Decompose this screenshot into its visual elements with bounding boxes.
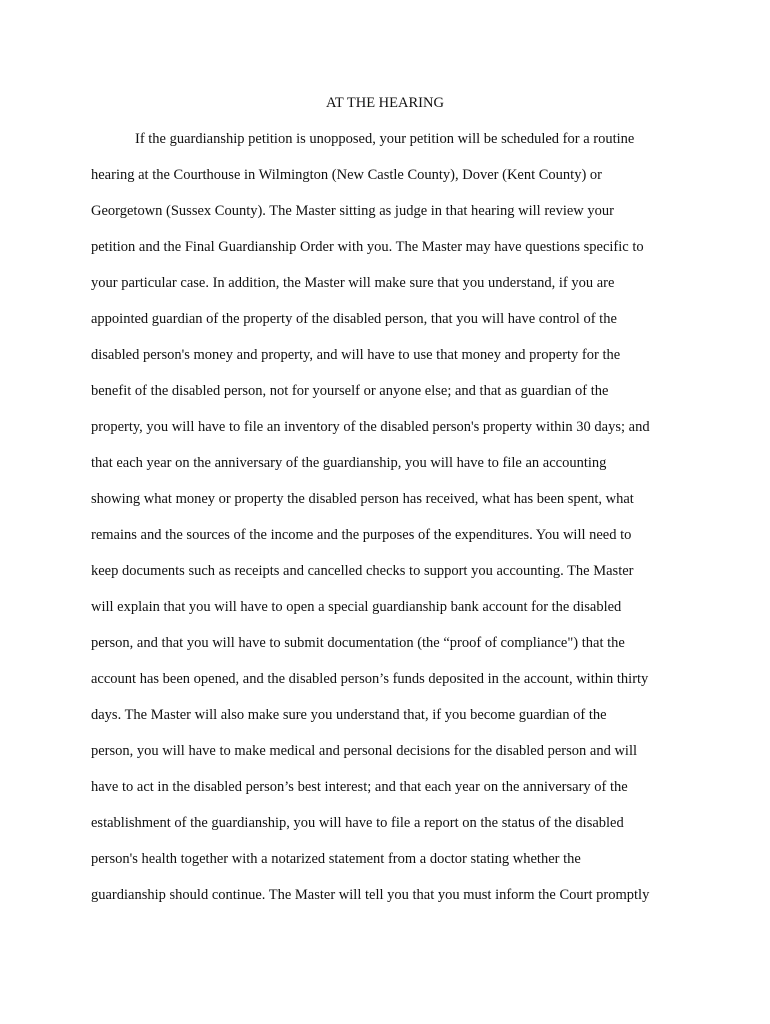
body-line: remains and the sources of the income and the purposes of the expenditures. You will need to <box>91 527 632 543</box>
body-line: establishment of the guardianship, you will have to file a report on the status of the disabled <box>91 815 624 831</box>
body-line: have to act in the disabled person’s best interest; and that each year on the anniversary of the <box>91 779 628 795</box>
body-line: guardianship should continue. The Master will tell you that you must inform the Court promptly <box>91 887 650 903</box>
body-line: will explain that you will have to open a special guardianship bank account for the disabled <box>91 599 622 615</box>
body-line: person's health together with a notarized statement from a doctor stating whether the <box>91 851 581 867</box>
body-line: account has been opened, and the disabled person’s funds deposited in the account, within thirty <box>91 671 649 687</box>
body-line: person, and that you will have to submit documentation (the “proof of compliance") that the <box>91 635 625 651</box>
body-line: your particular case. In addition, the Master will make sure that you understand, if you are <box>91 275 615 291</box>
body-line: days. The Master will also make sure you understand that, if you become guardian of the <box>91 707 607 723</box>
body-line: hearing at the Courthouse in Wilmington (New Castle County), Dover (Kent County) or <box>91 167 602 183</box>
body-line: Georgetown (Sussex County). The Master sitting as judge in that hearing will review your <box>91 203 614 219</box>
body-line: disabled person's money and property, and will have to use that money and property for the <box>91 347 621 363</box>
page-heading: AT THE HEARING <box>326 95 444 111</box>
body-line: keep documents such as receipts and cancelled checks to support you accounting. The Master <box>91 563 634 579</box>
body-line: person, you will have to make medical and personal decisions for the disabled person and will <box>91 743 638 759</box>
body-line: petition and the Final Guardianship Order with you. The Master may have questions specific to <box>91 239 644 255</box>
body-line: If the guardianship petition is unopposed, your petition will be scheduled for a routine <box>135 131 635 147</box>
body-line: that each year on the anniversary of the guardianship, you will have to file an accounting <box>91 455 607 471</box>
body-line: property, you will have to file an inventory of the disabled person's property within 30 days; and <box>91 419 650 435</box>
body-line: benefit of the disabled person, not for yourself or anyone else; and that as guardian of the <box>91 383 609 399</box>
body-line: showing what money or property the disabled person has received, what has been spent, what <box>91 491 634 507</box>
body-line: appointed guardian of the property of the disabled person, that you will have control of the <box>91 311 617 327</box>
